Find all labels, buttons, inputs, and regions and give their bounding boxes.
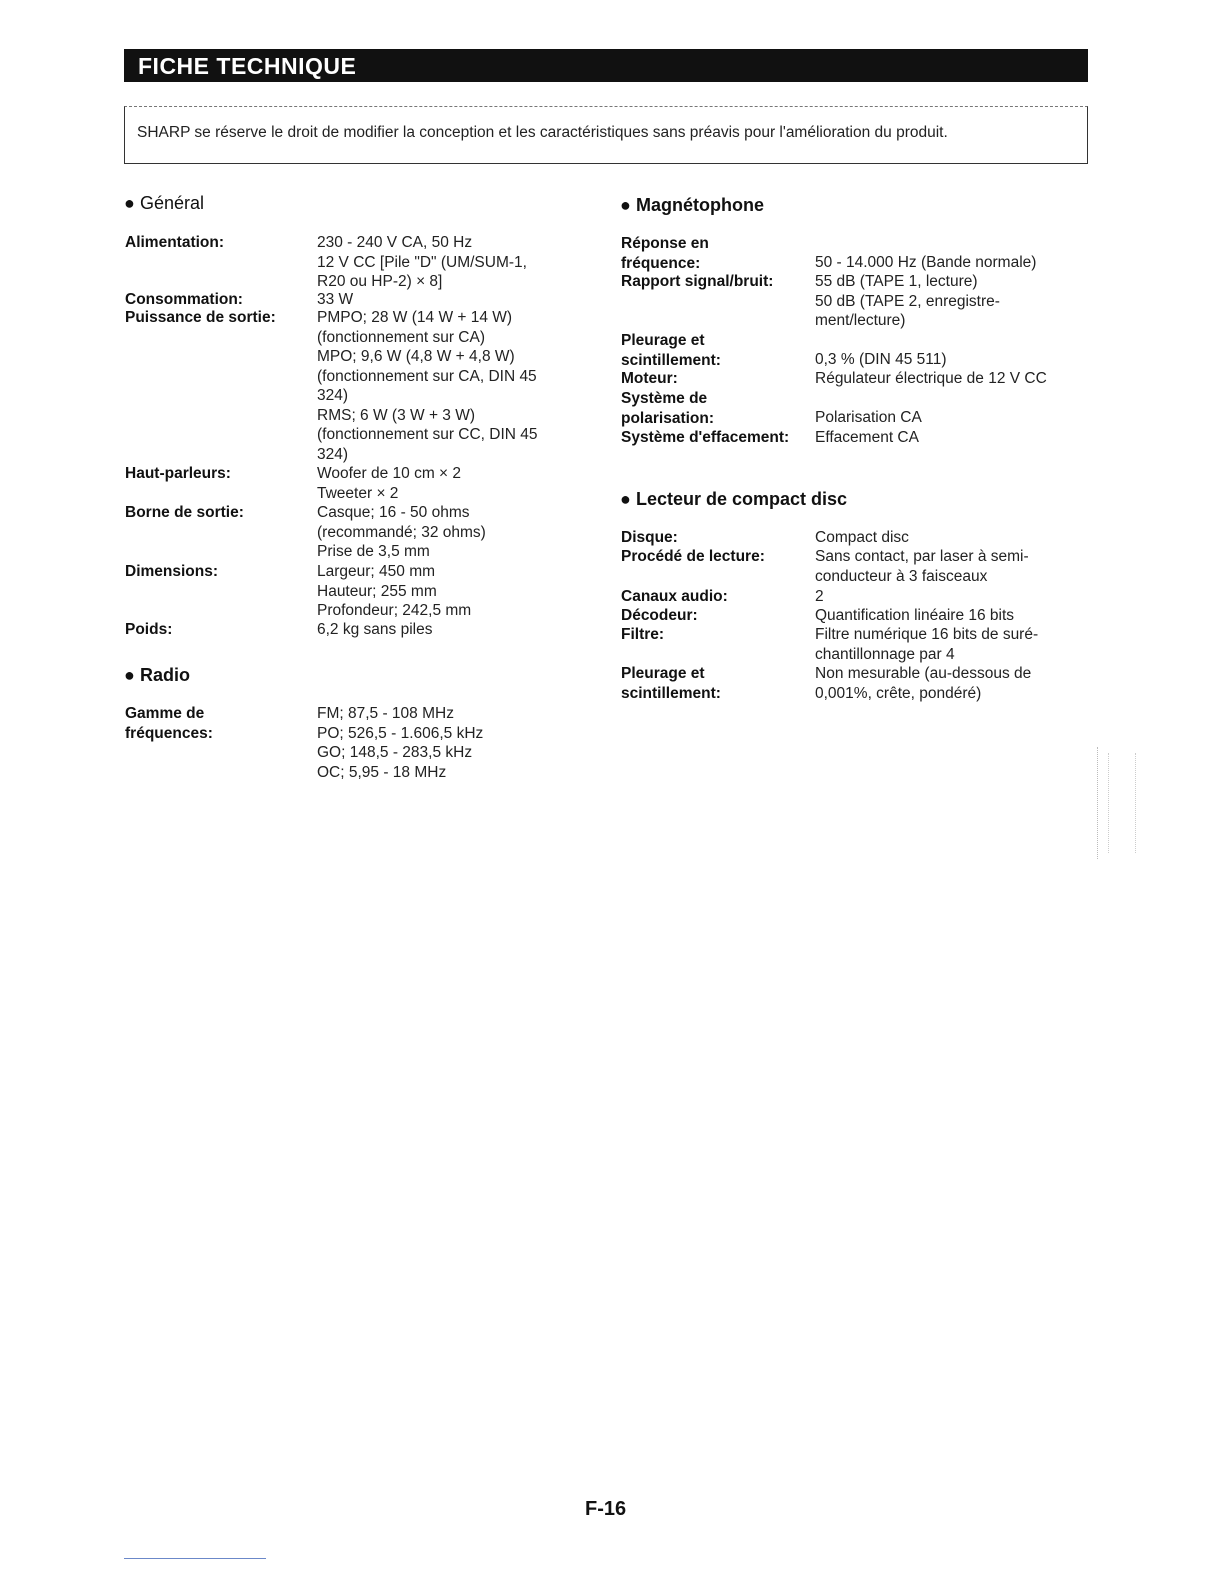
spec-value-reponse-frequence: 50 - 14.000 Hz (Bande normale) xyxy=(815,254,1037,271)
section-general-title xyxy=(124,193,204,214)
section-tape-label: Magnétophone xyxy=(636,195,764,215)
spec-label-canaux-audio: Canaux audio: xyxy=(621,588,728,605)
spec-value-poids: 6,2 kg sans piles xyxy=(317,621,433,638)
spec-label-rapport-signal-bruit: Rapport signal/bruit: xyxy=(621,273,774,290)
spec-label-moteur: Moteur: xyxy=(621,370,678,387)
spec-label-decodeur: Décodeur: xyxy=(621,607,698,624)
spec-value-pleurage-tape: 0,3 % (DIN 45 511) xyxy=(815,351,947,368)
spec-label-polarisation: Système de polarisation: xyxy=(621,390,715,427)
bullet-icon: ● xyxy=(620,195,631,215)
section-general-label: Général xyxy=(140,193,205,213)
spec-value-pleurage-cd: Non mesurable (au-dessous de 0,001%, crête, pondéré) xyxy=(815,665,1032,702)
spec-label-reponse-frequence: Réponse en fréquence: xyxy=(621,235,709,272)
notice-text: SHARP se réserve le droit de modifier la conception et les caractéristiques sans préavis pour l'amélioration du produit. xyxy=(137,124,948,141)
spec-label-pleurage-cd: Pleurage et scintillement: xyxy=(621,665,721,702)
section-radio-label: Radio xyxy=(140,665,191,685)
spec-label-alimentation: Alimentation: xyxy=(125,234,225,251)
footer-rule xyxy=(124,1558,266,1559)
spec-value-effacement: Effacement CA xyxy=(815,429,919,446)
spec-label-procede-lecture: Procédé de lecture: xyxy=(621,548,765,565)
spec-label-puissance: Puissance de sortie: xyxy=(125,309,276,326)
section-tape-title xyxy=(620,195,764,216)
spec-value-polarisation: Polarisation CA xyxy=(815,409,922,426)
section-cd-label: Lecteur de compact disc xyxy=(636,489,848,509)
spec-value-procede-lecture: Sans contact, par laser à semi- conducteur à 3 faisceaux xyxy=(815,548,1029,585)
title-bar xyxy=(124,49,1088,82)
spec-label-effacement: Système d'effacement: xyxy=(621,429,790,446)
spec-label-pleurage-tape: Pleurage et scintillement: xyxy=(621,332,721,369)
spec-label-disque: Disque: xyxy=(621,529,678,546)
bullet-icon: ● xyxy=(620,489,631,509)
spec-value-decodeur: Quantification linéaire 16 bits xyxy=(815,607,1015,624)
spec-value-dimensions: Largeur; 450 mm Hauteur; 255 mm Profondeur; 242,5 mm xyxy=(317,563,472,619)
bullet-icon: ● xyxy=(124,193,135,213)
section-radio-title xyxy=(124,665,190,686)
spec-value-gamme-frequences: FM; 87,5 - 108 MHz PO; 526,5 - 1.606,5 kHz GO; 148,5 - 283,5 kHz OC; 5,95 - 18 MHz xyxy=(317,705,484,781)
spec-value-haut-parleurs: Woofer de 10 cm × 2 Tweeter × 2 xyxy=(317,465,462,502)
notice-box xyxy=(124,106,1088,164)
spec-label-borne-sortie: Borne de sortie: xyxy=(125,504,244,521)
spec-label-gamme-frequences: Gamme de fréquences: xyxy=(125,705,213,742)
page-title: FICHE TECHNIQUE xyxy=(138,53,357,79)
spec-label-dimensions: Dimensions: xyxy=(125,563,219,580)
spec-value-filtre: Filtre numérique 16 bits de suré- chantillonnage par 4 xyxy=(815,626,1039,663)
page-number: F-16 xyxy=(585,1498,627,1520)
spec-value-canaux-audio: 2 xyxy=(815,588,824,605)
spec-value-borne-sortie: Casque; 16 - 50 ohms (recommandé; 32 ohms) Prise de 3,5 mm xyxy=(317,504,486,560)
spec-label-consommation: Consommation: xyxy=(125,291,243,308)
bullet-icon: ● xyxy=(124,665,135,685)
spec-value-disque: Compact disc xyxy=(815,529,909,546)
spec-label-filtre: Filtre: xyxy=(621,626,665,643)
spec-value-alimentation: 230 - 240 V CA, 50 Hz 12 V CC [Pile "D" (UM/SUM-1, R20 ou HP-2) × 8] xyxy=(317,234,527,290)
spec-value-rapport-signal-bruit: 55 dB (TAPE 1, lecture) 50 dB (TAPE 2, enregistre- ment/lecture) xyxy=(815,273,1000,329)
spec-label-poids: Poids: xyxy=(125,621,173,638)
scan-edge-marks xyxy=(1097,747,1138,859)
spec-label-haut-parleurs: Haut-parleurs: xyxy=(125,465,231,482)
spec-value-puissance: PMPO; 28 W (14 W + 14 W) (fonctionnement sur CA) MPO; 9,6 W (4,8 W + 4,8 W) (fonctionnement sur CA, DIN 45 324) RMS; 6 W (3 W + 3 W) (fonctionnement sur CC, DIN 45 324) xyxy=(317,309,538,463)
spec-value-moteur: Régulateur électrique de 12 V CC xyxy=(815,370,1047,387)
section-cd-title xyxy=(620,489,847,510)
spec-value-consommation: 33 W xyxy=(317,291,354,308)
